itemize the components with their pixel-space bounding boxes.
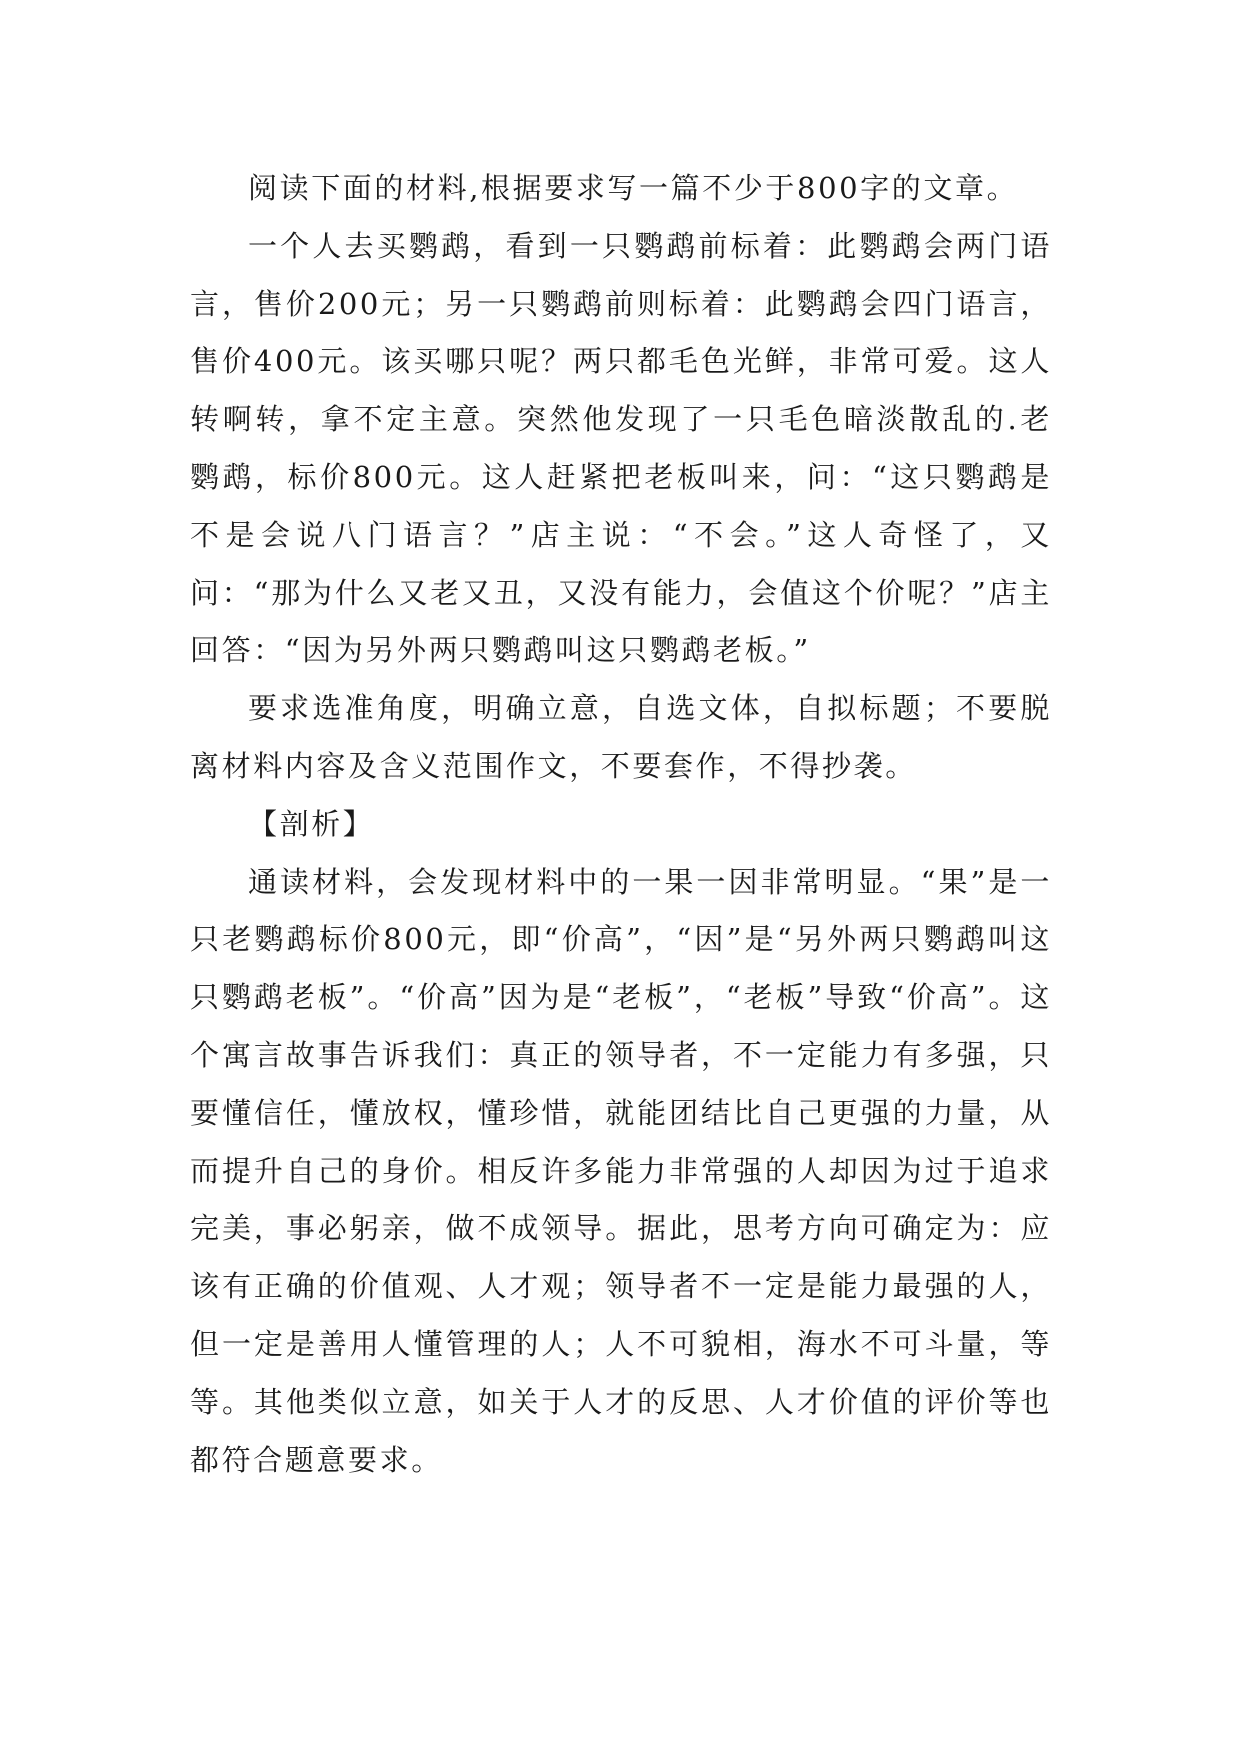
essay-prompt-instruction: 阅读下面的材料,根据要求写一篇不少于800字的文章。	[248, 171, 1019, 205]
parrot-story-paragraph: 一个人去买鹦鹉，看到一只鹦鹉前标着：此鹦鹉会两门语言，售价200元；另一只鹦鹉前则标着：此鹦鹉会四门语言，售价400元。该买哪只呢？两只都毛色光鲜，非常可爱。这人转啊转，拿不定主意。突然他发现了一只毛色暗淡散乱的.老鹦鹉，标价800元。这人赶紧把老板叫来，问：“这只鹦鹉是不是会说八门语言？”店主说：“不会。”这人奇怪了，又问：“那为什么又老又丑，又没有能力，会值这个价呢？”店主回答：“因为另外两只鹦鹉叫这只鹦鹉老板。”	[190, 228, 1052, 668]
document-body	[190, 160, 1052, 1489]
essay-requirements: 要求选准角度，明确立意，自选文体，自拟标题；不要脱离材料内容及含义范围作文，不要套作，不得抄袭。	[190, 691, 1052, 783]
analysis-paragraph: 通读材料，会发现材料中的一果一因非常明显。“果”是一只老鹦鹉标价800元，即“价高”，“因”是“另外两只鹦鹉叫这只鹦鹉老板”。“价高”因为是“老板”，“老板”导致“价高”。这个寓言故事告诉我们：真正的领导者，不一定能力有多强，只要懂信任，懂放权，懂珍惜，就能团结比自己更强的力量，从而提升自己的身价。相反许多能力非常强的人却因为过于追求完美，事必躬亲，做不成领导。据此，思考方向可确定为：应该有正确的价值观、人才观；领导者不一定是能力最强的人，但一定是善用人懂管理的人；人不可貌相，海水不可斗量，等等。其他类似立意，如关于人才的反思、人才价值的评价等也都符合题意要求。	[190, 864, 1052, 1477]
analysis-heading: 【剖析】	[248, 806, 375, 841]
